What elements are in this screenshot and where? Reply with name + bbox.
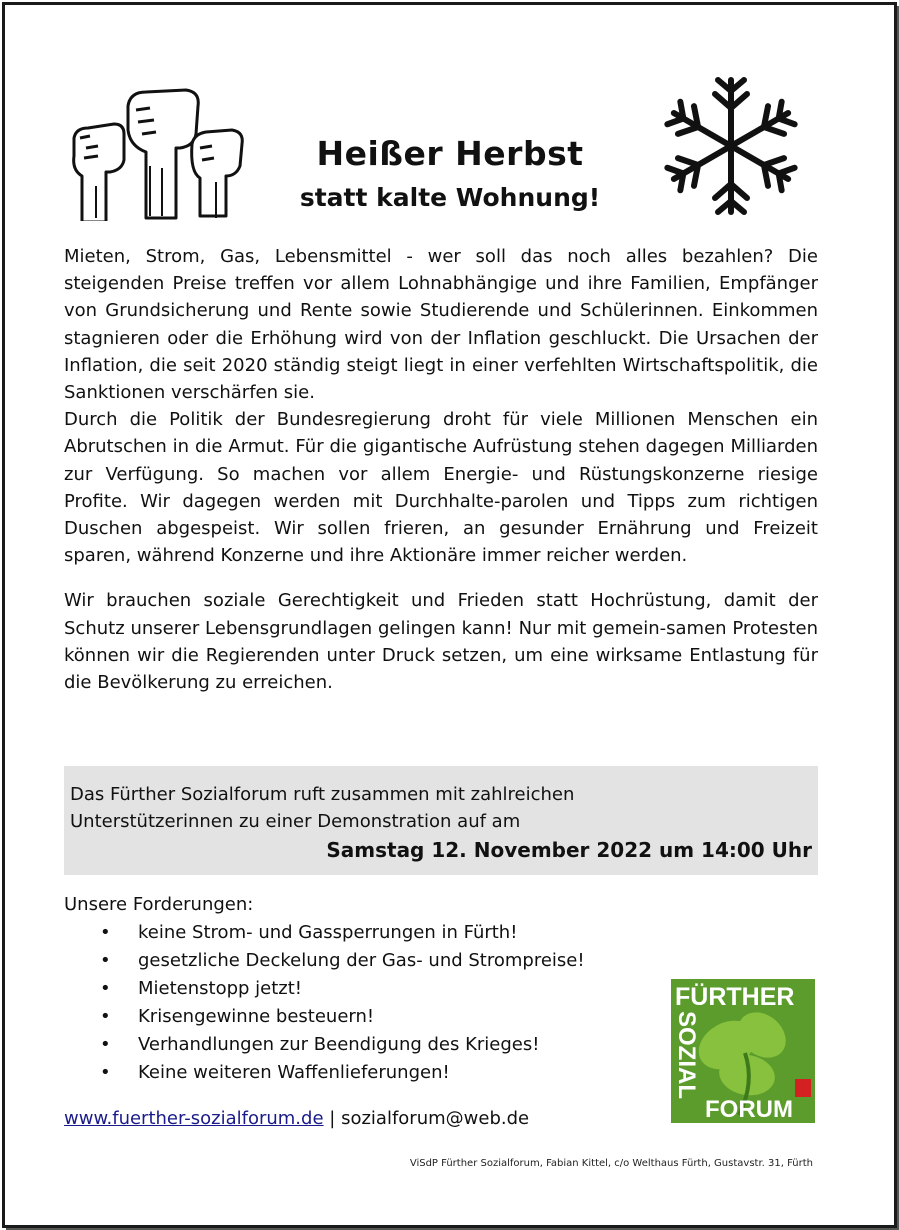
callout-line: Das Fürther Sozialforum ruft zusammen mit zahlreichen xyxy=(70,784,575,805)
body-text xyxy=(64,243,818,696)
paragraph: Durch die Politik der Bundesregierung droht für viele Millionen Menschen ein Abrutschen in die Armut. Für die gigantische Aufrüstung stehen dagegen Milliarden zur Verfügung. So machen vor allem Energie- und Rüstungskonzerne riesige Profite. Wir dagegen werden mit Durchhalte-parolen und Tipps zum richtigen Duschen abgespeist. Wir sollen frieren, an gesunder Ernährung und Freizeit sparen, während Konzerne und ihre Aktionäre immer reicher werden. xyxy=(64,409,818,567)
list-item xyxy=(64,1003,664,1031)
demonstration-callout xyxy=(64,766,818,875)
logo-word: FORUM xyxy=(705,1096,793,1123)
bullet: • xyxy=(100,978,111,999)
logo-word: SOZIAL xyxy=(673,1011,700,1099)
website-link[interactable]: www.fuerther-sozialforum.de xyxy=(64,1108,324,1129)
separator: | xyxy=(329,1108,336,1129)
demands-heading: Unsere Forderungen: xyxy=(64,894,254,915)
bullet: • xyxy=(100,922,111,943)
list-item xyxy=(64,1031,664,1059)
bullet: • xyxy=(100,1062,111,1083)
demand-text: keine Strom- und Gassperrungen in Fürth! xyxy=(138,922,518,943)
paragraph: Mieten, Strom, Gas, Lebensmittel - wer soll das noch alles bezahlen? Die steigenden Preise treffen vor allem Lohnabhängige und ihre Familien, Empfänger von Grundsicherung und Rente sowie Studierende und Schülerinnen. Einkommen stagnieren oder die Erhöhung wird von der Inflation geschluckt. Die Ursachen der Inflation, die seit 2020 ständig steigt liegt in einer verfehlten Wirtschaftspolitik, die Sanktionen verschärfen sie. xyxy=(64,246,818,404)
callout-line: Unterstützerinnen zu einer Demonstration auf am xyxy=(70,811,521,832)
list-item xyxy=(64,975,664,1003)
contact-line xyxy=(64,1108,529,1129)
logo-word: FÜRTHER xyxy=(675,983,795,1011)
bullet: • xyxy=(100,950,111,971)
demands-list xyxy=(64,919,664,1087)
email-address: sozialforum@web.de xyxy=(341,1108,530,1129)
list-item xyxy=(64,947,664,975)
imprint-text: ViSdP Fürther Sozialforum, Fabian Kittel, c/o Welthaus Fürth, Gustavstr. 31, Fürth xyxy=(409,1158,813,1169)
demand-text: Keine weiteren Waffenlieferungen! xyxy=(138,1062,450,1083)
demand-text: gesetzliche Deckelung der Gas- und Strompreise! xyxy=(138,950,585,971)
list-item xyxy=(64,1059,664,1087)
bullet: • xyxy=(100,1034,111,1055)
page-title: Heißer Herbst xyxy=(316,134,584,173)
demonstration-date: Samstag 12. November 2022 um 14:00 Uhr xyxy=(326,838,812,862)
page-subtitle: statt kalte Wohnung! xyxy=(299,183,601,212)
bullet: • xyxy=(100,1006,111,1027)
list-item xyxy=(64,919,664,947)
demand-text: Verhandlungen zur Beendigung des Krieges! xyxy=(138,1034,540,1055)
sozialforum-logo xyxy=(667,975,817,1125)
paragraph: Wir brauchen soziale Gerechtigkeit und Frieden statt Hochrüstung, damit der Schutz unserer Lebensgrundlagen gelingen kann! Nur mit gemein-samen Protesten können wir die Regierenden unter Druck setzen, um eine wirksame Entlastung für die Bevölkerung zu erreichen. xyxy=(64,590,818,694)
demand-text: Krisengewinne besteuern! xyxy=(138,1006,375,1027)
raised-fists-icon xyxy=(66,86,251,221)
snowflake-icon xyxy=(656,76,806,216)
demand-text: Mietenstopp jetzt! xyxy=(138,978,303,999)
demands-section xyxy=(64,891,664,1087)
